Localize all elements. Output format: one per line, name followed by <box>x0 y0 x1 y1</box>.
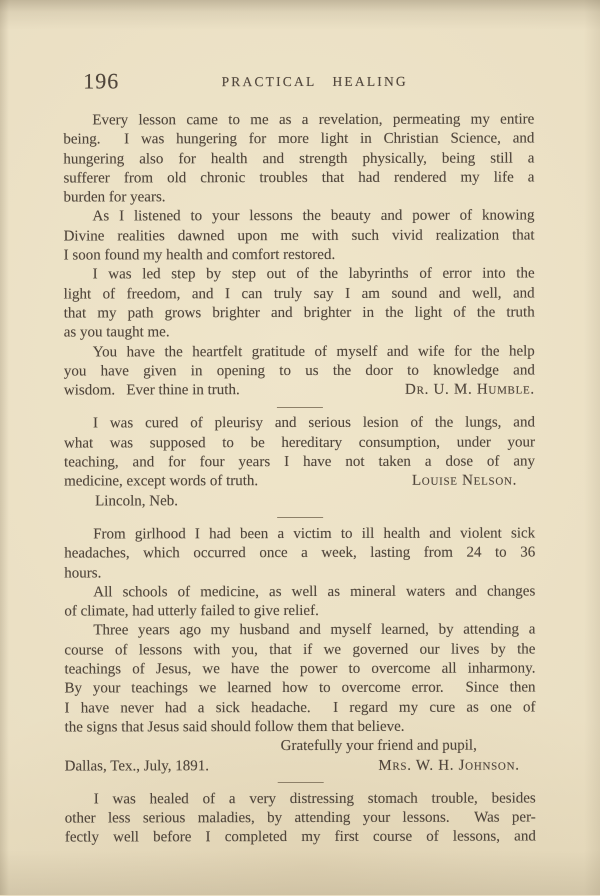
signature-line <box>64 381 535 401</box>
running-title: PRACTICAL HEALING <box>221 73 408 90</box>
text-line: you have given in opening to us the door to knowledge and <box>63 362 535 380</box>
text-line: headaches, which occurred once a week, lasting from 24 to 36 <box>64 544 536 562</box>
text-line: that my path grows brighter and brighter in the light of the truth <box>63 304 535 322</box>
text-line: what was supposed to be hereditary consumption, under your <box>63 434 536 452</box>
signature-left: medicine, except words of truth. <box>64 473 259 490</box>
divider-rule <box>277 782 323 783</box>
text-line: other less serious maladies, by attending your lessons. Was per- <box>64 809 536 827</box>
text-line: hours. <box>64 564 102 582</box>
paragraph <box>65 789 536 848</box>
paragraph <box>64 342 535 382</box>
text-line: I was led step by step out of the labyrinths of error into the <box>92 265 535 283</box>
text-line: being. I was hungering for more light in Christian Science, and <box>63 130 535 148</box>
section-divider <box>64 510 535 525</box>
paragraph <box>64 414 535 473</box>
text-line: teachings of Jesus, we have the power to overcome all inharmony. <box>64 660 536 678</box>
paragraph <box>64 524 535 583</box>
text-line: of climate, had utterly failed to give relief. <box>64 603 319 620</box>
text-line: the signs that Jesus said should follow them that believe. <box>64 718 405 736</box>
text-line: I was cured of pleurisy and serious lesion of the lungs, and <box>92 414 535 432</box>
text-line: You have the heartfelt gratitude of myself and wife for the help <box>92 343 535 360</box>
text-line: Divine realities dawned upon me with such vivid realization that <box>63 227 535 245</box>
text-line: burden for years. <box>63 189 166 206</box>
signature-left: Dallas, Tex., July, 1891. <box>64 757 210 774</box>
page-body <box>63 111 536 849</box>
divider-rule <box>277 517 323 518</box>
divider-rule <box>276 407 322 408</box>
text-line: teaching, and for four years I have not taken a dose of any <box>64 453 536 471</box>
signature-line <box>65 756 536 776</box>
signature-name: Louise Nelson. <box>411 472 518 490</box>
text-line: fectly well before I completed my first course of lessons, and <box>64 828 536 846</box>
paragraph <box>64 621 535 738</box>
signature-name: Dr. U. M. Humble. <box>405 381 535 398</box>
text-line: I have never had a sick headache. I regard my cure as one of <box>64 699 536 717</box>
text-line: hungering also for health and strength physically, being still a <box>63 150 535 168</box>
text-line: Three years ago my husband and myself learned, by attending a <box>93 621 536 639</box>
section-divider <box>64 400 535 415</box>
signature-left: wisdom. Ever thine in truth. <box>63 382 240 399</box>
paragraph <box>63 207 534 266</box>
page-header <box>63 68 534 93</box>
paragraph <box>64 582 535 622</box>
signature-name: Mrs. W. H. Johnson. <box>378 757 520 774</box>
text-line: light of freedom, and I can truly say I am sound and well, and <box>63 285 535 303</box>
section-divider <box>65 775 536 790</box>
text-line: By your teachings we learned how to overcome error. Since then <box>64 679 536 697</box>
closing-line: Gratefully your friend and pupil, <box>280 737 477 755</box>
location-line: Lincoln, Neb. <box>95 492 179 510</box>
text-line: From girlhood I had been a victim to ill health and violent sick <box>93 525 536 543</box>
signature-line <box>64 472 535 492</box>
text-line: I was healed of a very distressing stomach trouble, besides <box>93 790 536 808</box>
text-line: Every lesson came to me as a revelation, permeating my entire <box>92 111 535 129</box>
text-line: course of lessons with you, that if we governed our lives by the <box>64 641 536 659</box>
paragraph <box>63 111 534 208</box>
page-number: 196 <box>83 68 120 94</box>
text-line: sufferer from old chronic troubles that had rendered my life a <box>63 169 535 187</box>
paragraph <box>64 265 535 343</box>
text-line: As I listened to your lessons the beauty and power of knowing <box>92 207 535 225</box>
text-line: as you taught me. <box>63 324 170 341</box>
text-line: All schools of medicine, as well as mineral waters and changes <box>93 583 536 601</box>
text-line: I soon found my health and comfort restored. <box>63 247 336 264</box>
